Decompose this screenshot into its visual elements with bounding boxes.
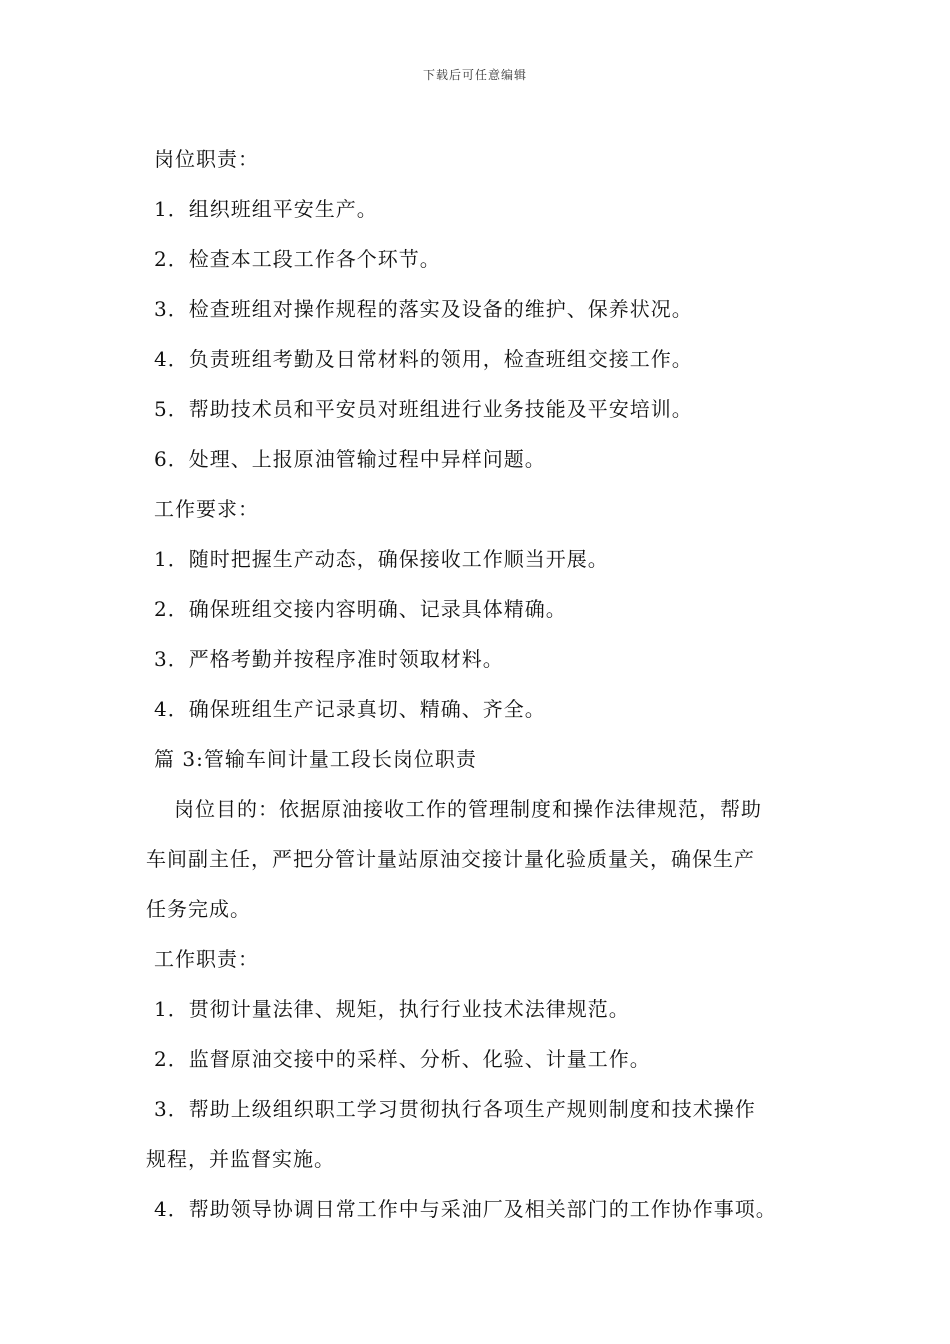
document-body <box>146 134 826 1234</box>
list-item: 3．严格考勤并按程序准时领取材料。 <box>154 647 504 671</box>
purpose-paragraph-line: 车间副主任，严把分管计量站原油交接计量化验质量关，确保生产 <box>146 847 755 871</box>
list-item-continuation: 规程，并监督实施。 <box>146 1147 335 1171</box>
purpose-paragraph-line: 岗位目的：依据原油接收工作的管理制度和操作法律规范，帮助 <box>174 797 762 821</box>
list-item: 3．检查班组对操作规程的落实及设备的维护、保养状况。 <box>154 297 693 321</box>
list-item: 4．确保班组生产记录真切、精确、齐全。 <box>154 697 546 721</box>
page-header-note: 下载后可任意编辑 <box>422 68 527 82</box>
article-title: 篇 3:管输车间计量工段长岗位职责 <box>154 747 477 771</box>
list-item: 1．随时把握生产动态，确保接收工作顺当开展。 <box>154 547 609 571</box>
list-item: 4．帮助领导协调日常工作中与采油厂及相关部门的工作协作事项。 <box>154 1197 777 1221</box>
list-item: 6．处理、上报原油管输过程中异样问题。 <box>154 447 546 471</box>
list-item: 1．贯彻计量法律、规矩，执行行业技术法律规范。 <box>154 997 630 1021</box>
list-item: 2．监督原油交接中的采样、分析、化验、计量工作。 <box>154 1047 651 1071</box>
list-item: 2．确保班组交接内容明确、记录具体精确。 <box>154 597 567 621</box>
list-item: 4．负责班组考勤及日常材料的领用，检查班组交接工作。 <box>154 347 693 371</box>
section-heading-duties: 岗位职责： <box>154 147 259 171</box>
section-heading-requirements: 工作要求： <box>154 497 259 521</box>
list-item: 3．帮助上级组织职工学习贯彻执行各项生产规则制度和技术操作 <box>154 1097 756 1121</box>
list-item: 1．组织班组平安生产。 <box>154 197 378 221</box>
purpose-paragraph-line: 任务完成。 <box>146 897 251 921</box>
section-heading-work-duties: 工作职责： <box>154 947 259 971</box>
list-item: 2．检查本工段工作各个环节。 <box>154 247 441 271</box>
list-item: 5．帮助技术员和平安员对班组进行业务技能及平安培训。 <box>154 397 693 421</box>
